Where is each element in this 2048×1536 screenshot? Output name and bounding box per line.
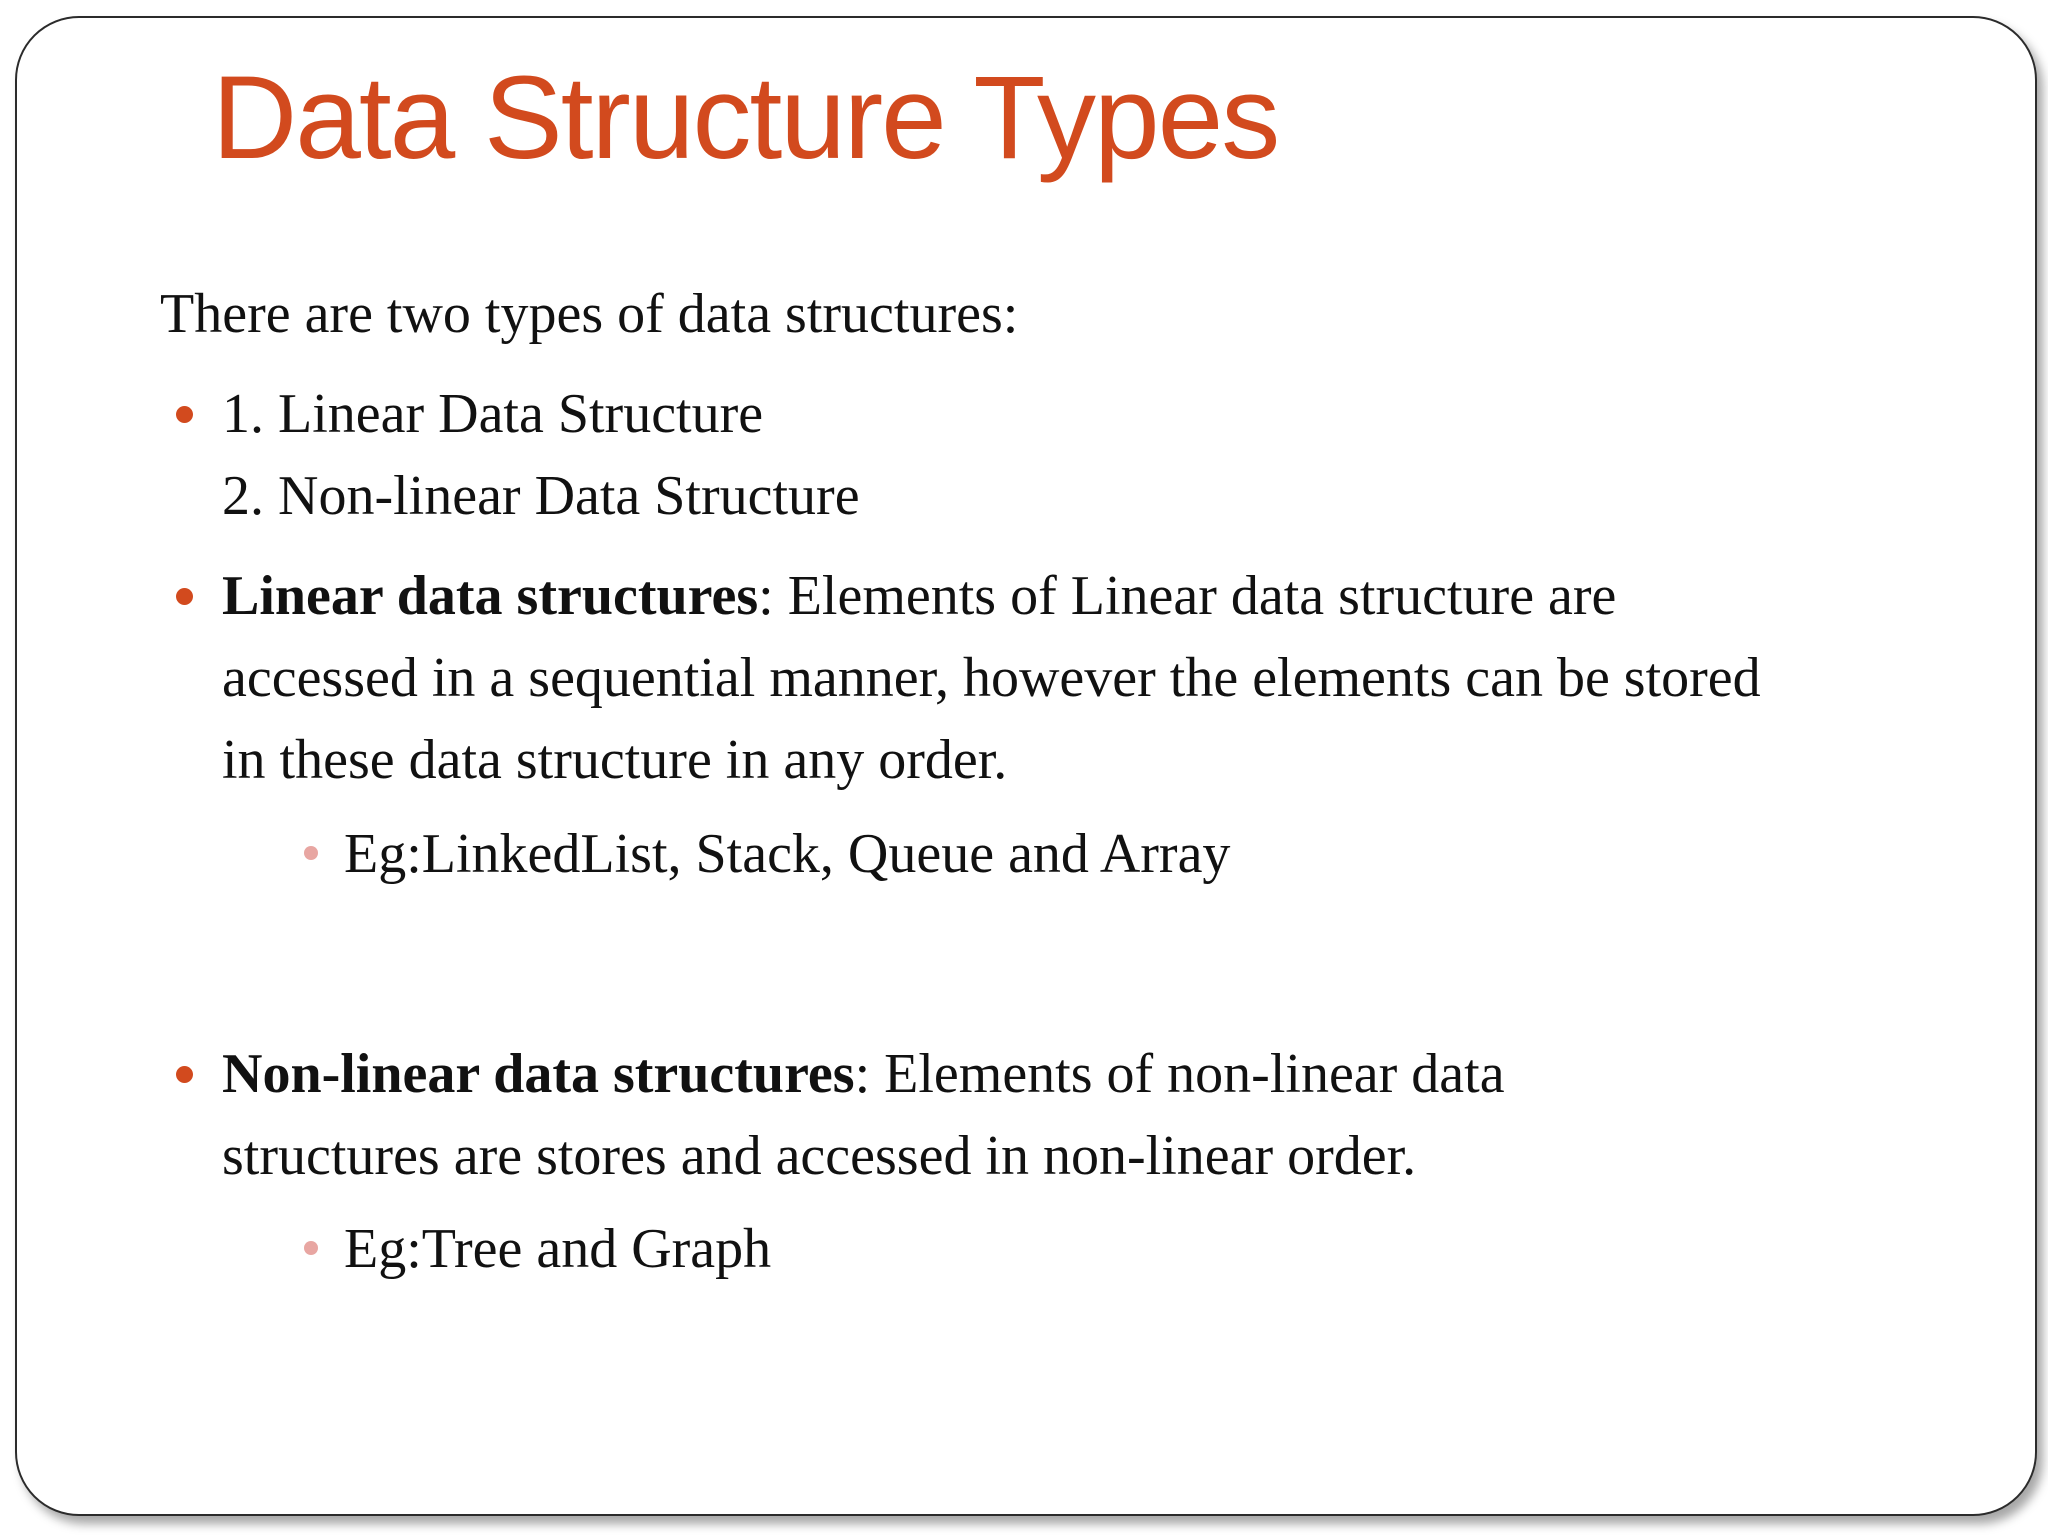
linear-definition-line-2: accessed in a sequential manner, however the elements can be stored <box>222 647 1761 709</box>
nonlinear-term: Non-linear data structures <box>222 1043 855 1105</box>
slide-frame <box>15 16 2037 1516</box>
bullet-linear-definition <box>222 555 1942 801</box>
type-item-linear: 1. Linear Data Structure <box>222 383 764 445</box>
nonlinear-example-text: Eg:Tree and Graph <box>344 1218 772 1280</box>
intro-text: There are two types of data structures: <box>160 283 1019 345</box>
linear-definition-line-3: in these data structure in any order. <box>222 729 1008 791</box>
nonlinear-definition-line-1 <box>222 1033 1942 1115</box>
bullet-dot <box>176 1066 193 1083</box>
sub-bullet-dot <box>304 1241 318 1255</box>
bullet-dot <box>176 588 193 605</box>
linear-definition-line-1 <box>222 555 1942 637</box>
sub-bullet-nonlinear-example <box>344 1208 771 1290</box>
bullet-dot <box>176 406 193 423</box>
linear-definition-text: : Elements of Linear data structure are <box>758 565 1617 627</box>
slide-title: Data Structure Types <box>212 52 1279 184</box>
type-item-nonlinear: 2. Non-linear Data Structure <box>222 465 860 527</box>
nonlinear-definition-text: : Elements of non-linear data <box>854 1043 1505 1105</box>
sub-bullet-dot <box>304 846 318 860</box>
bullet-nonlinear-definition <box>222 1033 1942 1197</box>
bullet-types-list <box>222 373 1942 537</box>
nonlinear-definition-line-2: structures are stores and accessed in non-linear order. <box>222 1125 1417 1187</box>
sub-bullet-linear-example <box>344 813 1230 895</box>
linear-term: Linear data structures <box>222 565 759 627</box>
linear-example-text: Eg:LinkedList, Stack, Queue and Array <box>344 823 1231 885</box>
